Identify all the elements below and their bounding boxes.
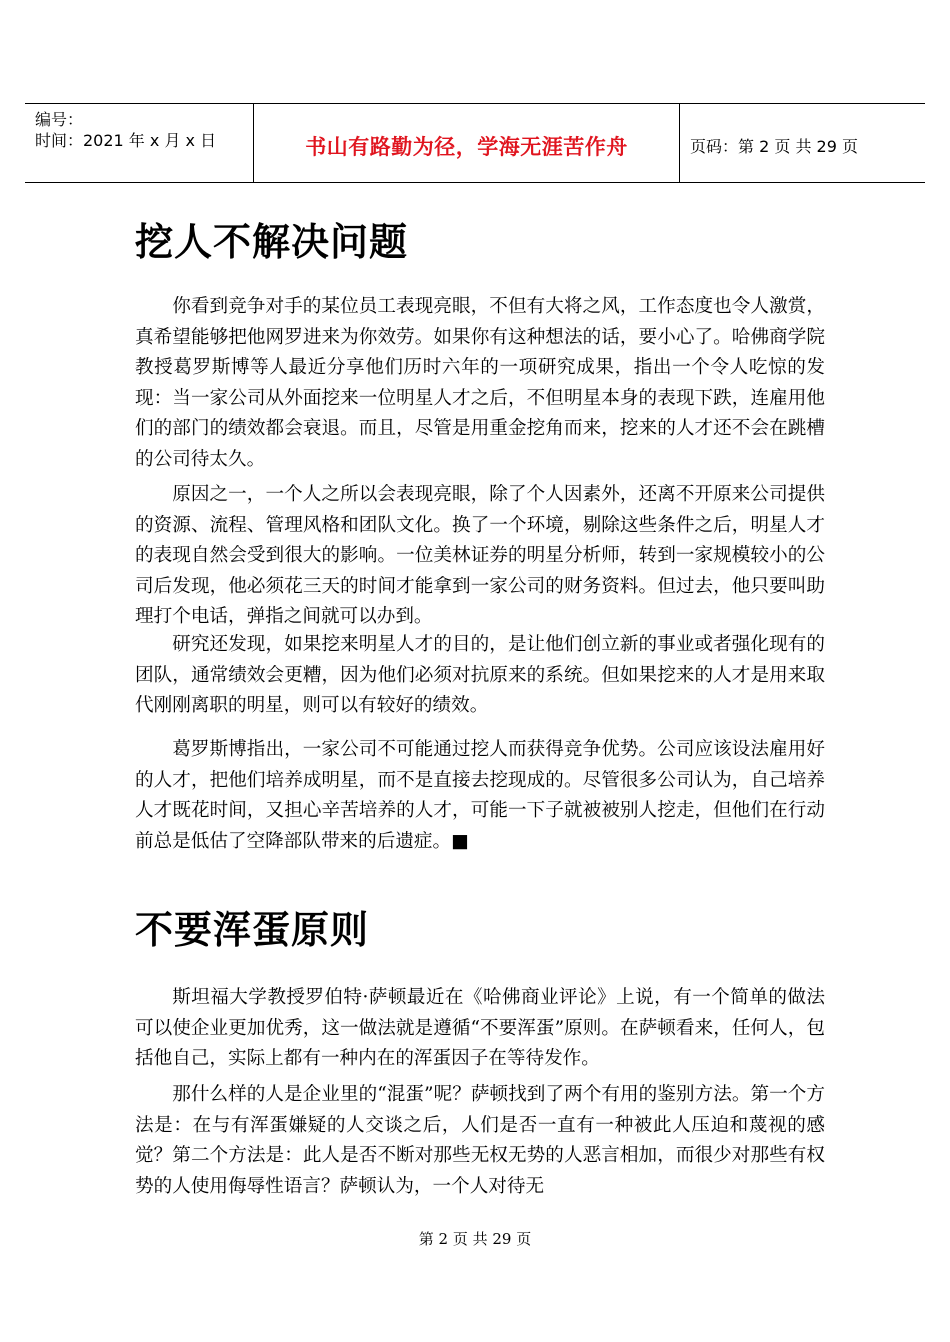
paragraph: 葛罗斯博指出，一家公司不可能通过挖人而获得竞争优势。公司应该设法雇用好的人才，把他们培养成明星，而不是直接去挖现成的。尽管很多公司认为，自己培养人才既花时间，又担心辛苦培养的人才，可能一下子就被被别人挖走，但他们在行动前总是低估了空降部队带来的后遗症。■	[135, 739, 825, 852]
time-label: 时间：2021 年 x 月 x 日	[35, 131, 217, 150]
paragraph: 研究还发现，如果挖来明星人才的目的，是让他们创立新的事业或者强化现有的团队，通常绩效会更糟，因为他们必须对抗原来的系统。但如果挖来的人才是用来取代刚刚离职的明星，则可以有较好的绩效。	[135, 634, 825, 716]
page-footer: 第 2 页 共 29 页	[418, 1230, 532, 1248]
header-table	[25, 103, 925, 183]
section-title-2: 不要浑蛋原则	[135, 907, 370, 952]
paragraph: 斯坦福大学教授罗伯特·萨顿最近在《哈佛商业评论》上说，有一个简单的做法可以使企业更加优秀，这一做法就是遵循“不要浑蛋”原则。在萨顿看来，任何人，包括他自己，实际上都有一种内在的浑蛋因子在等待发作。	[135, 987, 825, 1069]
header-left-cell	[25, 104, 254, 182]
motto: 书山有路勤为径，学海无涯苦作舟	[305, 135, 628, 159]
paragraph: 那什么样的人是企业里的“混蛋”呢？萨顿找到了两个有用的鉴别方法。第一个方法是：在与有浑蛋嫌疑的人交谈之后，人们是否一直有一种被此人压迫和蔑视的感觉？第二个方法是：此人是否不断对那些无权无势的人恶言相加，而很少对那些有权势的人使用侮辱性语言？萨顿认为，一个人对待无	[135, 1084, 825, 1197]
header-page-cell	[680, 104, 925, 182]
paragraph: 你看到竞争对手的某位员工表现亮眼，不但有大将之风，工作态度也令人激赏，真希望能够把他网罗进来为你效劳。如果你有这种想法的话，要小心了。哈佛商学院教授葛罗斯博等人最近分享他们历时六年的一项研究成果，指出一个令人吃惊的发现：当一家公司从外面挖来一位明星人才之后，不但明星本身的表现下跌，连雇用他们的部门的绩效都会衰退。而且，尽管是用重金挖角而来，挖来的人才还不会在跳槽的公司待太久。	[135, 296, 825, 470]
section-title-1: 挖人不解决问题	[135, 219, 409, 264]
code-label: 编号：	[35, 110, 84, 129]
page-info: 页码：第 2 页 共 29 页	[690, 137, 858, 156]
header-motto-cell	[254, 104, 680, 182]
paragraph: 原因之一，一个人之所以会表现亮眼，除了个人因素外，还离不开原来公司提供的资源、流程、管理风格和团队文化。换了一个环境，剔除这些条件之后，明星人才的表现自然会受到很大的影响。一位美林证券的明星分析师，转到一家规模较小的公司后发现，他必须花三天的时间才能拿到一家公司的财务资料。但过去，他只要叫助理打个电话，弹指之间就可以办到。	[135, 484, 825, 627]
